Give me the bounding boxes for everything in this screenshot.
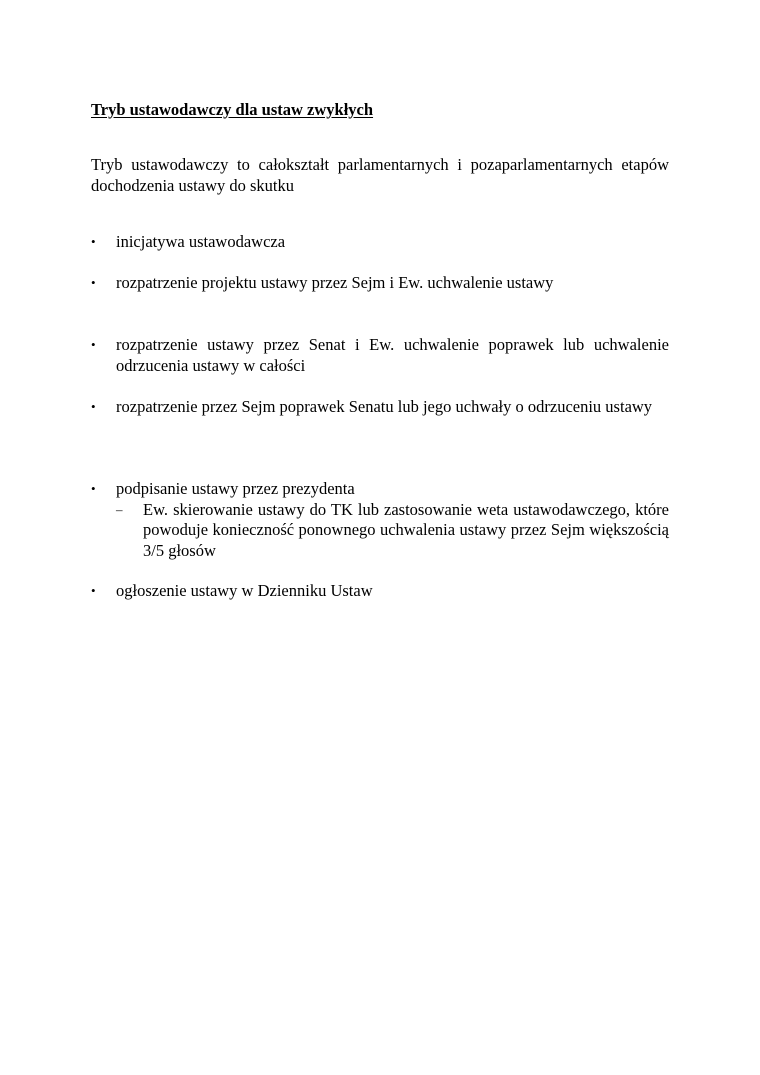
list-item	[91, 479, 669, 561]
list-item-text: rozpatrzenie przez Sejm poprawek Senatu lub jego uchwały o odrzuceniu ustawy	[116, 397, 653, 416]
list-item-text: ogłoszenie ustawy w Dzienniku Ustaw	[116, 581, 373, 600]
list-item	[91, 397, 669, 418]
list-item	[91, 232, 669, 253]
list-item-text: podpisanie ustawy przez prezydenta	[116, 479, 355, 498]
list-item-text: inicjatywa ustawodawcza	[116, 232, 286, 251]
intro-paragraph: Tryb ustawodawczy to całokształt parlamentarnych i pozaparlamentarnych etapów dochodzenia ustawy do skutku	[91, 155, 669, 195]
list-item	[91, 335, 669, 376]
document-title: Tryb ustawodawczy dla ustaw zwykłych	[91, 100, 374, 119]
sub-list-item-text: Ew. skierowanie ustawy do TK lub zastosowanie weta ustawodawczego, które powoduje konieczność ponownego uchwalenia ustawy przez Sejm większością 3/5 głosów	[143, 499, 669, 560]
list-item	[91, 273, 669, 294]
list-item-text: rozpatrzenie ustawy przez Senat i Ew. uchwalenie poprawek lub uchwalenie odrzucenia ustawy w całości	[116, 335, 669, 375]
bullet-icon: •	[91, 583, 96, 598]
bullet-icon: •	[91, 234, 96, 249]
bullet-icon: •	[91, 337, 96, 352]
bullet-icon: •	[91, 399, 96, 414]
sub-list-item	[116, 500, 669, 562]
bullet-icon: •	[91, 481, 96, 496]
list-item-text: rozpatrzenie projektu ustawy przez Sejm i Ew. uchwalenie ustawy	[116, 273, 554, 292]
dash-icon: –	[116, 501, 123, 517]
bullet-icon: •	[91, 275, 96, 290]
list-item	[91, 581, 669, 602]
